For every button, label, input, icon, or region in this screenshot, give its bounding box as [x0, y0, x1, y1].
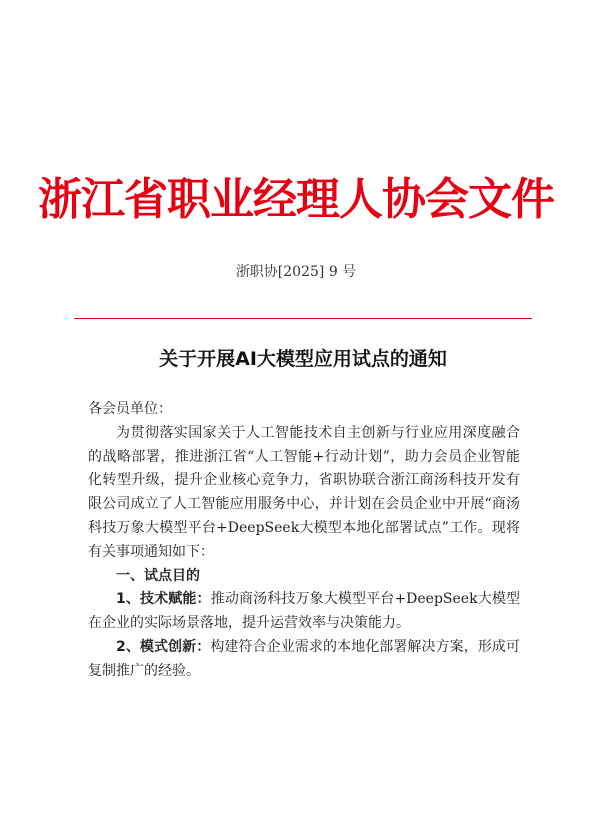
purpose-item-1-heading: 1、技术赋能：	[116, 591, 211, 608]
purpose-item-2	[88, 636, 520, 684]
purpose-item-2-heading: 2、模式创新：	[116, 638, 211, 655]
salutation: 各会员单位：	[88, 401, 172, 417]
section-heading-purpose: 一、试点目的	[116, 567, 200, 584]
intro-paragraph: 为贯彻落实国家关于人工智能技术自主创新与行业应用深度融合的战略部署，推进浙江省“人工智能+行动计划”，助力会员企业智能化转型升级，提升企业核心竞争力，省职协联合浙江商汤科技开发有限公司成立了人工智能应用服务中心，并计划在会员企业中开展“商汤科技万象大模型平台+DeepSeek大模型本地化部署试点”工作。现将有关事项通知如下：	[88, 424, 520, 560]
document-number: 浙职协[2025] 9 号	[235, 264, 357, 280]
notice-body	[88, 398, 520, 684]
notice-title: 关于开展AI大模型应用试点的通知	[159, 348, 447, 370]
masthead-title: 浙江省职业经理人协会文件	[38, 174, 554, 225]
purpose-item-2-text: 构建符合企业需求的本地化部署解决方案，形成可复制推广的经验。	[88, 638, 520, 679]
purpose-item-1-text: 推动商汤科技万象大模型平台+DeepSeek大模型在企业的实际场景落地，提升运营效率与决策能力。	[88, 591, 520, 632]
header-divider	[74, 318, 532, 319]
purpose-item-1	[88, 588, 520, 636]
